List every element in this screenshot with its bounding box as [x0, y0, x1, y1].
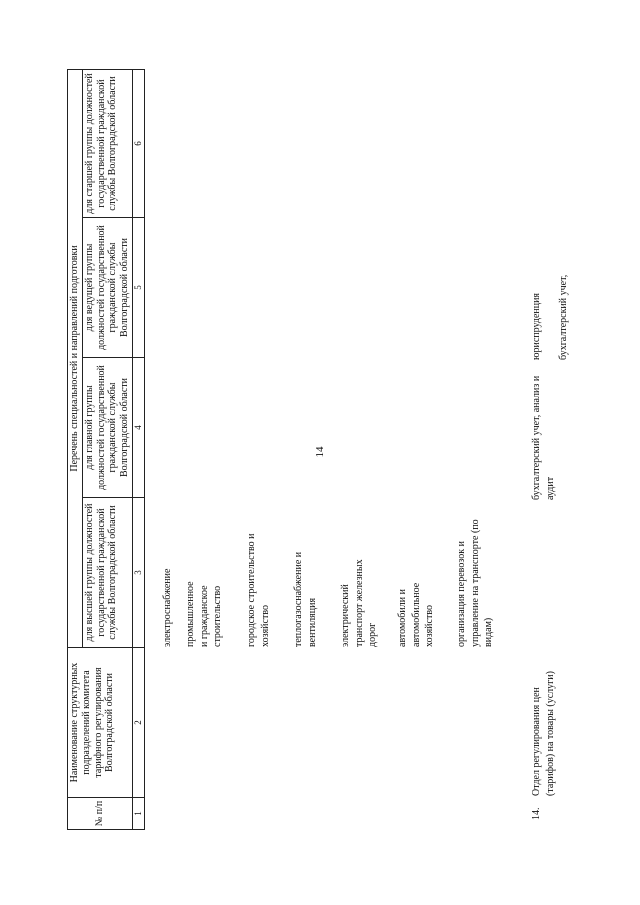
specialty-item: промышленное и гражданское строительство — [185, 581, 223, 647]
column-number: 3 — [132, 498, 144, 648]
column-number: 2 — [132, 648, 144, 798]
document-sheet — [0, 20, 640, 880]
page-number: 14 — [314, 446, 326, 458]
specialty-item: организация перевозок и управление на транспорте (по видам) — [456, 519, 494, 647]
column-number: 1 — [132, 798, 144, 830]
col-header-number: № п/п — [68, 798, 133, 830]
column-number: 5 — [132, 218, 144, 358]
department-name: Отдел регулирования цен (тарифов) на товары (услуги) — [531, 671, 556, 796]
header-table — [67, 69, 145, 830]
rotated-page — [0, 20, 640, 880]
col-header-specialties: Перечень специальностей и направлений подготовки — [68, 69, 83, 647]
column-number-row — [132, 69, 144, 829]
specialty-item: бухгалтерский учет, анализ и аудит — [531, 375, 556, 500]
col-header-leading: для ведущей группы должностей государственной гражданской службы Волгоградской области — [82, 218, 132, 358]
col-header-highest: для высшей группы должностей государственной гражданской службы Волгоградской области — [82, 498, 132, 648]
col-header-name: Наименование структурных подразделений комитета тарифного регулирования Волгоградской области — [68, 648, 133, 798]
specialty-item: юриспруденция — [531, 292, 542, 360]
col-header-senior: для старшей группы должностей государственной гражданской службы Волгоградской области — [82, 69, 132, 217]
column-number: 6 — [132, 69, 144, 217]
specialty-item: теплогазоснабжение и вентиляция — [293, 551, 318, 647]
col-header-main: для главной группы должностей государственной гражданской службы Волгоградской области — [82, 358, 132, 498]
specialty-item: городское строительство и хозяйство — [246, 533, 271, 647]
row-number: 14. — [531, 807, 542, 820]
specialty-item: автомобили и автомобильное хозяйство — [397, 582, 435, 647]
header-row-top — [68, 69, 83, 829]
specialty-item: бухгалтерский учет, — [558, 274, 569, 360]
specialty-item: электрический транспорт железных дорог — [340, 559, 378, 647]
column-number: 4 — [132, 358, 144, 498]
specialty-item: электроснабжение — [162, 568, 173, 647]
